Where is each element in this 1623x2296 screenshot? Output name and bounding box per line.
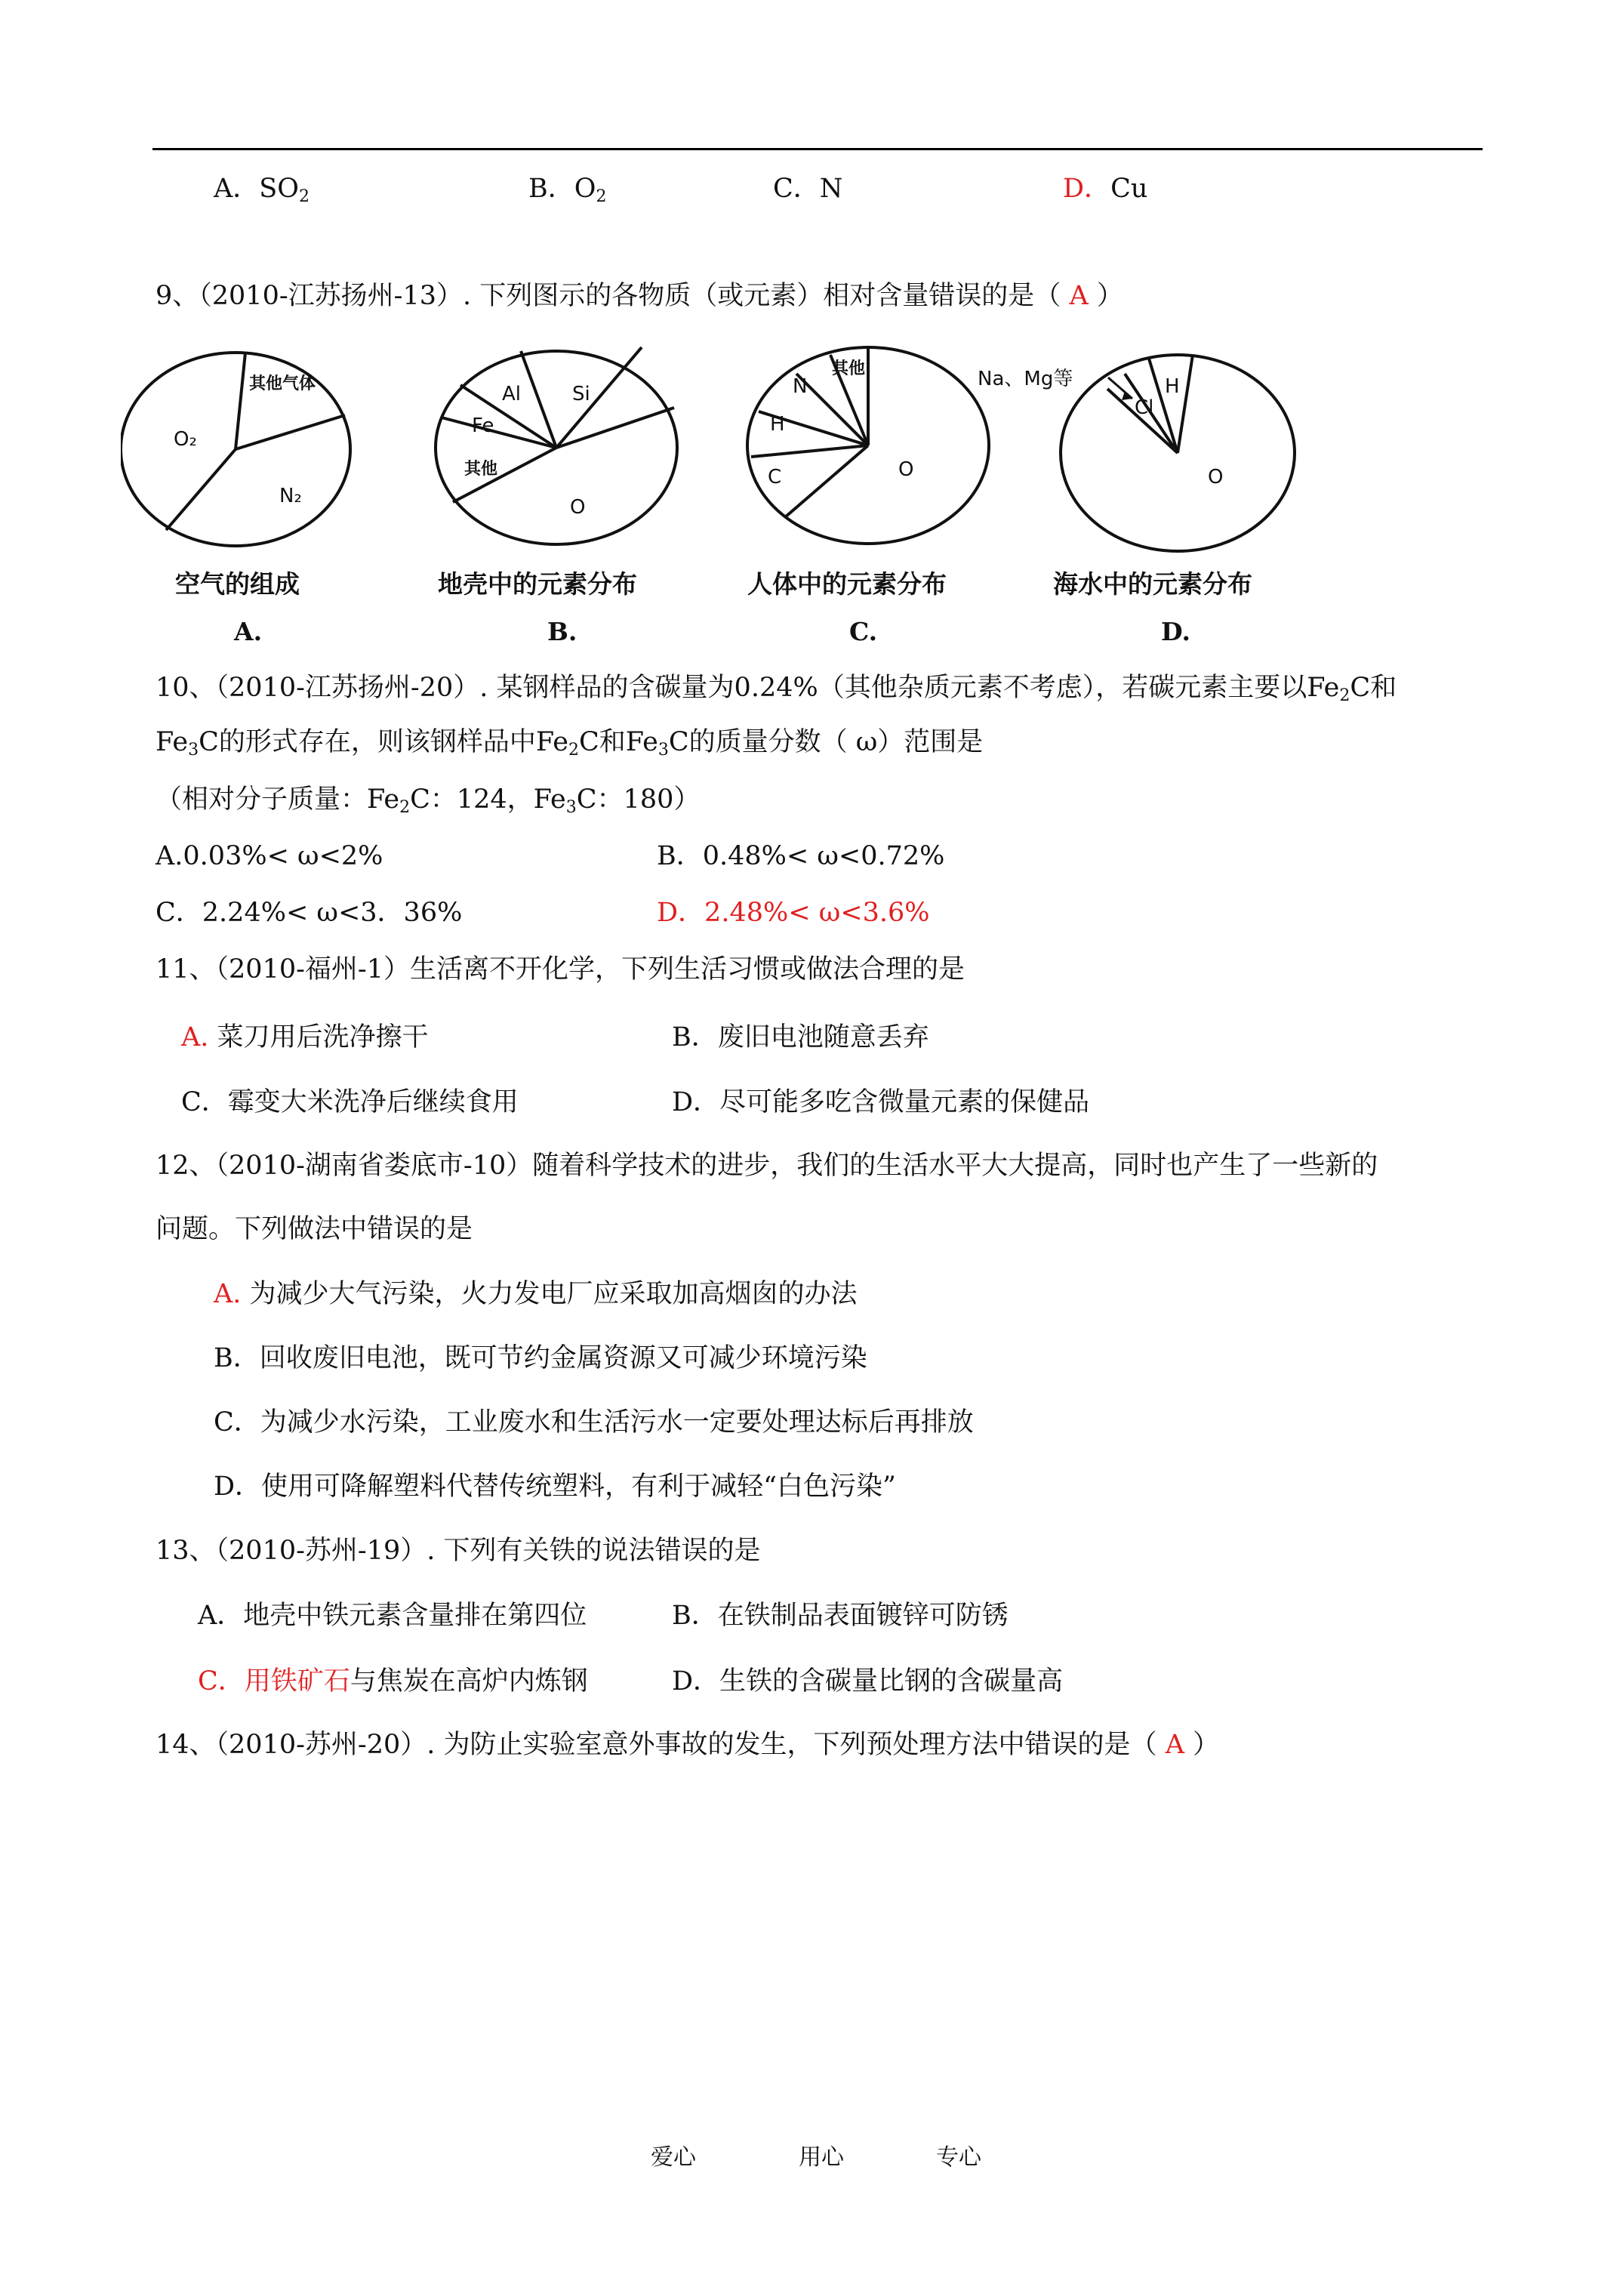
pie-charts-svg (121, 332, 1298, 649)
pie-d-label-na-mg: Na、Mg等 (978, 368, 1073, 390)
pie-a-label-n2: N₂ (279, 485, 302, 507)
pie-c-label-h: H (770, 413, 785, 436)
q10-stem-line2: $Fe_3C$的形式存在，则该钢样品中$Fe_2C$和$Fe_3C$的质量分数（ ω）范围是 (156, 727, 984, 760)
q12-option-c: C．为减少水污染，工业废水和生活污水一定要处理达标后再排放 (214, 1407, 974, 1438)
q8-option-b: B．$O_2$ (528, 174, 607, 206)
q10-option-d: D．2.48%< ω<3.6% (657, 898, 930, 928)
pie-d (978, 355, 1295, 646)
q9-stem: 9、（2010-江苏扬州-13）. 下列图示的各物质（或元素）相对含量错误的是（ A ） (156, 281, 1123, 311)
q14-answer: A (1165, 1730, 1184, 1760)
q8-option-d: D．Cu (1063, 174, 1148, 204)
pie-c-label-n: N (793, 375, 808, 398)
q14-stem: 14、（2010-苏州-20）. 为防止实验室意外事故的发生，下列预处理方法中错误的是（ A ） (156, 1730, 1220, 1760)
pie-b-label-al: Al (502, 383, 522, 405)
q10-option-b: B．0.48%< ω<0.72% (657, 841, 945, 871)
q13-option-c: C．用铁矿石与焦炭在高炉内炼钢 (198, 1666, 588, 1697)
pie-d-label-h: H (1165, 375, 1180, 398)
q12-option-d: D．使用可降解塑料代替传统塑料，有利于减轻“白色污染” (214, 1472, 896, 1502)
pie-d-letter: D. (1161, 617, 1190, 646)
pie-a (121, 353, 350, 646)
pie-b-caption: 地壳中的元素分布 (438, 569, 637, 599)
q13-option-d: D．生铁的含碳量比钢的含碳量高 (672, 1666, 1064, 1697)
pie-d-label-o: O (1208, 466, 1224, 488)
q13-option-a: A．地壳中铁元素含量排在第四位 (198, 1601, 587, 1631)
q12-option-b: B．回收废旧电池，既可节约金属资源又可减少环境污染 (214, 1343, 867, 1373)
pie-b-label-fe: Fe (472, 415, 494, 437)
pie-a-letter: A. (234, 617, 263, 646)
q9-answer: A (1069, 281, 1089, 311)
pie-a-caption: 空气的组成 (175, 569, 300, 599)
q12-stem-line1: 12、（2010-湖南省娄底市-10）随着科学技术的进步，我们的生活水平大大提高，同时也产生了一些新的 (156, 1151, 1378, 1181)
q11-option-a: A. 菜刀用后洗净擦干 (181, 1022, 429, 1052)
pie-c-label-c: C (768, 466, 782, 488)
q12-stem-line2: 问题。下列做法中错误的是 (156, 1214, 473, 1244)
q10-molecular-mass: （相对分子质量：$Fe_2C$：124，$Fe_3C$：180） (156, 784, 701, 817)
pie-c-letter: C. (849, 617, 878, 646)
header-rule (152, 148, 1483, 150)
pie-b-label-o: O (570, 496, 586, 519)
q11-option-d: D．尽可能多吃含微量元素的保健品 (672, 1087, 1090, 1117)
q10-option-c: C．2.24%< ω<3．36% (156, 898, 463, 928)
pie-c (747, 347, 989, 646)
q10-stem-line1: 10、（2010-江苏扬州-20）. 某钢样品的含碳量为0.24%（其他杂质元素不考虑），若碳元素主要以$Fe_2C$和 (156, 673, 1397, 705)
q8-option-c: C．N (773, 174, 843, 204)
footer-text-2: 用心 (799, 2144, 844, 2171)
pie-b (436, 347, 677, 646)
pie-b-letter: B. (547, 617, 577, 646)
pie-c-caption: 人体中的元素分布 (747, 569, 947, 599)
pie-a-label-o2: O₂ (174, 428, 197, 451)
q12-option-a: A. 为减少大气污染，火力发电厂应采取加高烟囱的办法 (214, 1279, 858, 1309)
q11-option-b: B．废旧电池随意丢弃 (672, 1022, 929, 1052)
pie-c-label-other: 其他 (832, 359, 866, 378)
pie-d-label-cl: Cl (1135, 396, 1154, 419)
pie-b-label-other: 其他 (464, 460, 498, 479)
q11-option-c: C．霉变大米洗净后继续食用 (181, 1087, 519, 1117)
pie-a-label-other: 其他气体 (249, 374, 316, 393)
pie-charts-figure (121, 332, 1298, 649)
pie-c-label-o: O (898, 458, 914, 481)
footer-text-3: 专心 (936, 2144, 981, 2171)
q13-option-b: B．在铁制品表面镀锌可防锈 (672, 1601, 1009, 1631)
pie-b-label-si: Si (572, 383, 590, 405)
q13-stem: 13、（2010-苏州-19）. 下列有关铁的说法错误的是 (156, 1536, 761, 1566)
q8-option-a: A．$SO_2$ (214, 174, 310, 206)
footer-text-1: 爱心 (651, 2144, 696, 2171)
q10-option-a: A.0.03%< ω<2% (156, 841, 383, 871)
q11-stem: 11、（2010-福州-1）生活离不开化学，下列生活习惯或做法合理的是 (156, 954, 965, 985)
pie-d-caption: 海水中的元素分布 (1053, 569, 1252, 599)
